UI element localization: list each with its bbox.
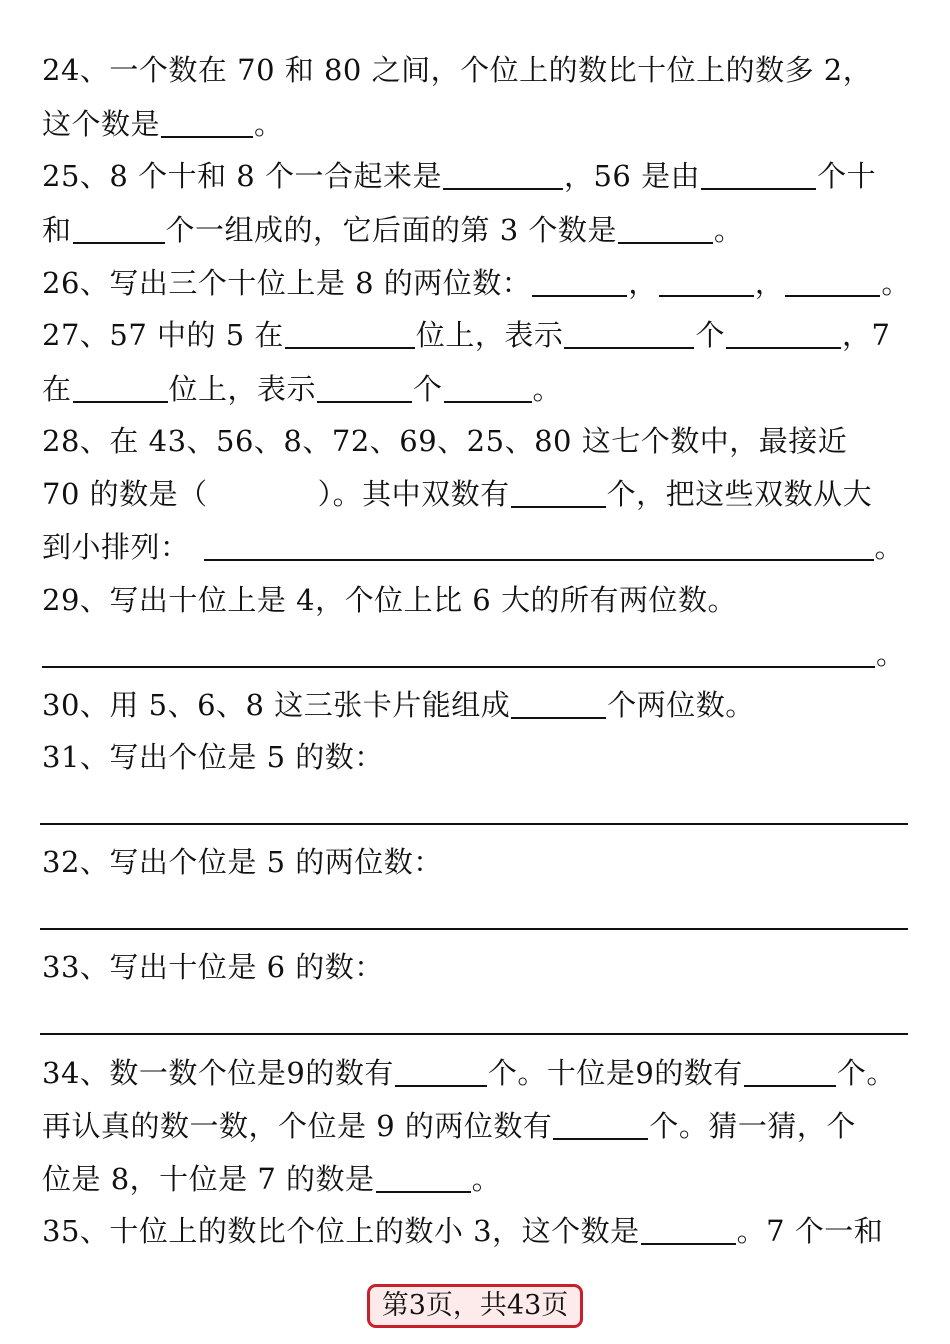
question-27-text-c: 个 [695, 318, 725, 352]
answer-blank-26a[interactable] [532, 261, 627, 297]
question-25-text-e: 个一组成的，它后面的第 3 个数是 [165, 213, 617, 247]
answer-blank-24[interactable] [161, 102, 253, 138]
question-31-text: 31、写出个位是 5 的数： [42, 740, 384, 774]
answer-blank-27a[interactable] [285, 313, 415, 349]
answer-blank-27b[interactable] [564, 313, 694, 349]
question-28-text-b: 70 的数是（ [42, 477, 208, 511]
question-35-text-b: 。7 个一和 [736, 1214, 884, 1248]
answer-blank-27e[interactable] [317, 367, 412, 403]
question-34-line-1 [42, 1046, 908, 1100]
question-30-text: 30、用 5、6、8 这三张卡片能组成 [42, 688, 511, 722]
question-27-text: 27、57 中的 5 在 [42, 318, 284, 352]
question-32-line [42, 835, 908, 889]
question-25-text-d: 和 [42, 213, 72, 247]
punctuation: 。 [881, 266, 911, 300]
answer-blank-35[interactable] [641, 1209, 736, 1245]
question-34-text-b: 个。十位是9的数有 [487, 1056, 743, 1090]
question-33-text: 33、写出十位是 6 的数： [42, 950, 384, 984]
question-28-text-e: 到小排列： [42, 530, 190, 564]
question-30-text-b: 个两位数。 [607, 688, 755, 722]
answer-line-32[interactable] [40, 928, 908, 930]
answer-blank-28a[interactable] [511, 472, 606, 508]
question-24-prompt: 这个数是 [42, 107, 161, 141]
question-30-line [42, 678, 908, 732]
question-28-text: 28、在 43、56、8、72、69、25、80 这七个数中，最接近 [42, 424, 848, 458]
answer-line-31[interactable] [40, 823, 908, 825]
question-28-text-d: 个，把这些双数从大 [606, 477, 873, 511]
answer-blank-25d[interactable] [618, 208, 713, 244]
question-35-text: 35、十位上的数比个位上的数小 3，这个数是 [42, 1214, 640, 1248]
question-34-text-e: 个。猜一猜，个 [649, 1109, 856, 1143]
question-29-line-1 [42, 573, 908, 627]
question-25-text: 25、8 个十和 8 个一合起来是 [42, 159, 442, 193]
question-25-text-c: 个十 [817, 159, 877, 193]
question-24-line-1 [42, 43, 908, 97]
answer-blank-34d[interactable] [376, 1157, 471, 1193]
question-34-text-d: 再认真的数一数，个位是 9 的两位数有 [42, 1109, 553, 1143]
punctuation: 。 [532, 372, 563, 406]
punctuation: 。 [713, 213, 744, 247]
question-27-text-d: ，7 [841, 318, 891, 352]
question-24-text: 24、一个数在 70 和 80 之间，个位上的数比十位上的数多 2， [42, 53, 873, 87]
question-27-text-b: 位上，表示 [415, 318, 564, 352]
question-29-text: 29、写出十位上是 4，个位上比 6 大的所有两位数。 [42, 583, 737, 617]
answer-blank-25c[interactable] [73, 208, 165, 244]
question-27-text-g: 个 [413, 372, 443, 406]
answer-blank-30[interactable] [511, 683, 606, 719]
question-32-text: 32、写出个位是 5 的两位数： [42, 845, 443, 879]
question-26-text: 26、写出三个十位上是 8 的两位数： [42, 266, 532, 300]
question-34-line-2 [42, 1099, 908, 1153]
punctuation: ， [628, 266, 658, 300]
question-29-line-2 [42, 627, 908, 681]
page-number-badge [367, 1284, 583, 1328]
question-34-text: 34、数一数个位是9的数有 [42, 1056, 394, 1090]
answer-blank-27f[interactable] [444, 367, 532, 403]
page-number-label: 第3页，共43页 [381, 1290, 569, 1321]
question-28-line-3 [42, 520, 908, 574]
question-25-line-1 [42, 149, 908, 203]
punctuation: 。 [876, 637, 906, 671]
question-34-text-f: 位是 8，十位是 7 的数是 [42, 1162, 375, 1196]
question-31-line [42, 730, 908, 784]
question-28-line-1 [42, 414, 908, 468]
question-25-text-b: ，56 是由 [563, 159, 701, 193]
answer-blank-29[interactable] [42, 632, 875, 668]
question-28-text-c: ）。其中双数有 [317, 477, 510, 511]
question-25-line-2 [42, 203, 908, 257]
question-35-line [42, 1204, 908, 1258]
question-28-line-2 [42, 467, 908, 521]
punctuation: 。 [254, 107, 284, 141]
question-34-text-c: 个。 [836, 1056, 896, 1090]
question-27-text-f: 位上，表示 [168, 372, 317, 406]
question-27-text-e: 在 [42, 372, 72, 406]
question-24-line-2 [42, 97, 908, 151]
answer-blank-27d[interactable] [73, 367, 168, 403]
answer-blank-25a[interactable] [443, 154, 563, 190]
answer-blank-25b[interactable] [701, 154, 816, 190]
question-27-line-1 [42, 308, 908, 362]
answer-line-33[interactable] [40, 1033, 908, 1035]
answer-blank-34c[interactable] [553, 1104, 648, 1140]
question-27-line-2 [42, 362, 908, 416]
question-26-line [42, 256, 911, 310]
answer-blank-26c[interactable] [785, 261, 880, 297]
question-34-line-3 [42, 1152, 908, 1206]
punctuation: ， [754, 266, 785, 300]
answer-blank-34a[interactable] [395, 1051, 487, 1087]
punctuation: 。 [471, 1162, 502, 1196]
answer-blank-26b[interactable] [659, 261, 754, 297]
punctuation: 。 [874, 530, 905, 564]
answer-blank-34b[interactable] [744, 1051, 836, 1087]
question-33-line [42, 940, 908, 994]
answer-blank-28b[interactable] [204, 525, 874, 561]
answer-blank-27c[interactable] [726, 313, 841, 349]
